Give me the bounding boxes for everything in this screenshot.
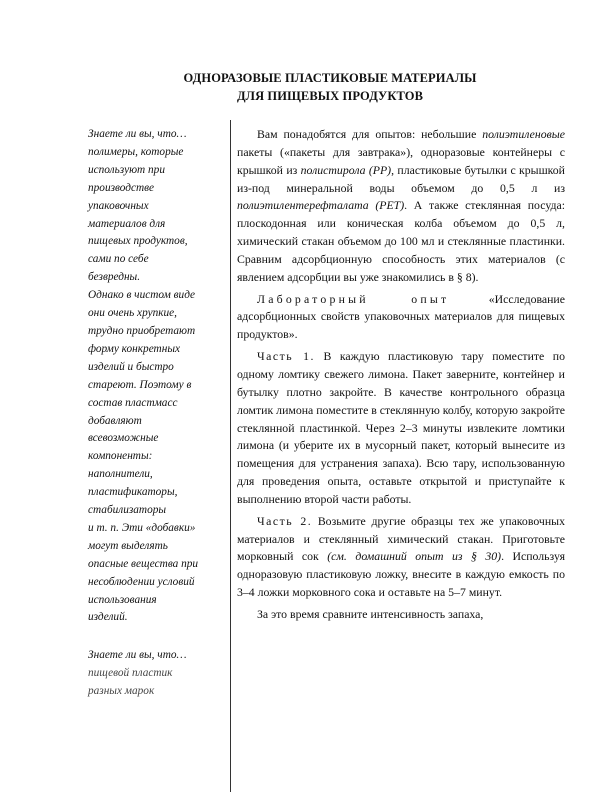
sidebar-line: Знаете ли вы, что… (88, 128, 187, 140)
sidebar-note (88, 126, 228, 701)
sidebar-line: изделий. (88, 611, 128, 624)
sidebar-line: трудно приобретают (88, 324, 196, 337)
term-polyethylene: полиэтиленовые (482, 127, 565, 141)
sidebar-line: несоблюдении условий (88, 575, 195, 588)
term-polystyrene: полистирола (PP) (300, 162, 392, 177)
sidebar-line: разных марок (88, 685, 155, 698)
sidebar-line: упаковочных (88, 199, 149, 212)
sidebar-line: всевозможные (88, 432, 159, 445)
paragraph-continuation: За это время сравните интенсивность запаха, (257, 606, 484, 621)
sidebar-line: пищевых продуктов, (88, 235, 188, 248)
sidebar-line: пластификаторы, (88, 486, 178, 499)
part-1-label: Часть 1. (257, 349, 316, 364)
title-line-2: ДЛЯ ПИЩЕВЫХ ПРОДУКТОВ (236, 89, 424, 103)
sidebar-line: добавляют (88, 414, 142, 427)
sidebar-line: форму конкретных (88, 342, 180, 355)
part-2-label: Часть 2. (257, 513, 313, 528)
lab-experiment-label: Лабораторный опыт (257, 291, 450, 306)
paragraph-materials: Вам понадобятся для опытов: небольшие полиэтиленовые пакеты («пакеты для завтрака»), одноразовые контейнеры с крышкой из полистирола (PP), пластиковые бутылки с крышкой из-под минеральной воды объемом до 0,5 л из полиэтилентерефталата (PET). А также стеклянная посуда: плоскодонная или коническая колба объемом до 0,5 л, химический стакан объемом до 100 мл и стеклянные пластинки. Сравним адсорбционную способность этих материалов (с явлением адсорбции вы уже знакомились в § 8). (237, 127, 565, 284)
column-divider (230, 120, 231, 792)
sidebar-line: опасные вещества при (88, 557, 199, 570)
sidebar-line: материалов для (88, 217, 166, 230)
sidebar-line: наполнители, (88, 468, 153, 481)
sidebar-line: используют при (88, 163, 165, 176)
paragraph-lab-experiment: Лабораторный опыт «Исследование адсорбционных свойств упаковочных материалов для пищевых продуктов». (237, 291, 565, 342)
sidebar-line: стареют. Поэтому в (88, 378, 192, 391)
sidebar-line: производстве (88, 181, 155, 194)
sidebar-line: и т. п. Эти «добавки» (88, 521, 196, 534)
sidebar-line: компоненты: (88, 450, 153, 463)
sidebar-block-1 (88, 126, 228, 627)
sidebar-line: изделий и быстро (88, 360, 174, 373)
main-text (237, 126, 565, 628)
sidebar-line: безвредны. (88, 271, 141, 284)
sidebar-line: полимеры, которые (88, 145, 184, 158)
sidebar-line: состав пластмасс (88, 396, 178, 409)
paragraph-part-1: Часть 1. В каждую пластиковую тару поместите по одному ломтику свежего лимона. Пакет заверните, контейнер и бутылку плотно закройте. В качестве контрольного образца ломтик лимона поместите в стеклянную колбу, которую закройте стеклянной пластинкой. Через 2–3 минуты извлеките ломтики лимона (и уберите их в мусорный пакет, который вынесите из помещения для устранения запаха). Всю тару, использованную для проведения опыта, оставьте открытой и приступайте к выполнению второй части работы. (237, 349, 565, 506)
sidebar-line: использования (88, 593, 157, 606)
sidebar-line: Однако в чистом виде (88, 289, 196, 302)
term-pet: полиэтилентерефталата (PET) (237, 198, 405, 213)
sidebar-line: они очень хрупкие, (88, 307, 178, 320)
sidebar-line: сами по себе (88, 253, 149, 266)
sidebar-line: пищевой пластик (88, 667, 173, 680)
title-line-1: ОДНОРАЗОВЫЕ ПЛАСТИКОВЫЕ МАТЕРИАЛЫ (183, 71, 477, 85)
sidebar-line: могут выделять (88, 539, 168, 552)
page-title (80, 69, 580, 105)
paragraph-part-2: Часть 2. Возьмите другие образцы тех же упаковочных материалов и стеклянный химический стакан. Приготовьте морковный сок (см. домашний опыт из § 30). Используя одноразовую пластиковую ложку, внесите в каждую емкость по 3–4 ложки морковного сока и оставьте на 5–7 минут. (237, 513, 566, 600)
sidebar-block-2-heading: Знаете ли вы, что… (88, 649, 187, 662)
sidebar-line: стабилизаторы (88, 504, 167, 517)
reference-home-experiment: (см. домашний опыт из § 30) (327, 549, 502, 564)
sidebar-block-2 (88, 647, 228, 701)
